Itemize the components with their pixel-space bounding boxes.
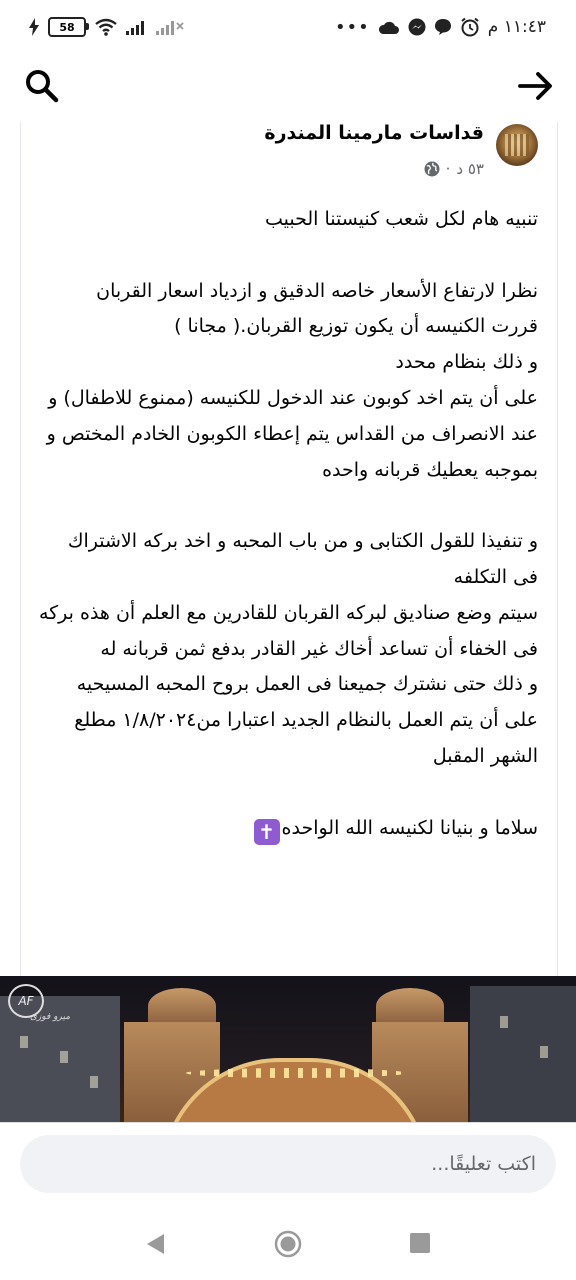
page-name[interactable]: قداسات مارمينا المندرة <box>264 122 484 144</box>
chat-bubble-icon <box>434 18 452 36</box>
back-arrow-icon <box>516 66 556 106</box>
nav-back-icon[interactable] <box>144 1232 166 1256</box>
photo-window <box>90 1076 98 1088</box>
page-avatar[interactable] <box>496 124 538 166</box>
back-button[interactable] <box>516 66 556 106</box>
charging-bolt-icon <box>28 18 40 36</box>
system-nav-bar <box>0 1210 576 1280</box>
signal-icon <box>126 19 148 35</box>
comment-input[interactable] <box>20 1135 556 1193</box>
cross-emoji-icon: ✝ <box>254 819 280 845</box>
status-left <box>28 14 184 40</box>
post-photo[interactable] <box>0 976 576 1122</box>
globe-icon <box>424 161 440 177</box>
search-button[interactable] <box>22 66 62 106</box>
photo-window <box>60 1051 68 1063</box>
search-icon <box>22 66 62 106</box>
meta-separator: · <box>445 160 451 178</box>
clock-icon <box>460 17 480 37</box>
photo-dome-right <box>376 988 444 1024</box>
post-time[interactable]: ٥٣ د <box>456 160 484 178</box>
battery-level: 58 <box>59 20 75 34</box>
photo-building-right <box>470 986 576 1122</box>
photo-window <box>540 1046 548 1058</box>
photo-lights <box>186 1068 406 1078</box>
post-body-text: تنبيه هام لكل شعب كنيستنا الحبيب نظرا لارتفاع الأسعار خاصه الدقيق و ازدياد اسعار القربان قررت الكنيسه أن يكون توزيع القربان.( مجانا ) و ذلك بنظام محدد على أن يتم اخد كوبون عند الدخول للكنيسه (ممنوع للاطفال) و عند الانصراف من القداس يتم إعطاء الكوبون الخادم المختص و بموجبه يعطيك قربانه واحده و تنفيذا للقول الكتابى و من باب المحبه و اخد بركه الاشتراك فى التكلفه سيتم وضع صناديق لبركه القربان للقادرين مع العلم أن هذه بركه فى الخفاء أن تساعد أخاك غير القادر بدفع ثمن قربانه له و ذلك حتى نشترك جميعنا فى العمل بروح المحبه المسيحيه على أن يتم العمل بالنظام الجديد اعتبارا من١/٨/٢٠٢٤ مطلع الشهر المقبل سلاما و بنيانا لكنيسه الله الواحده <box>38 208 538 839</box>
photo-window <box>500 1016 508 1028</box>
status-right <box>335 14 546 40</box>
cloud-icon <box>378 19 400 35</box>
more-dots-icon: ••• <box>334 16 370 38</box>
top-header <box>0 52 576 122</box>
status-time: ١١:٤٣ م <box>487 17 546 37</box>
watermark-text: AF <box>18 994 34 1008</box>
nav-home-icon[interactable] <box>274 1230 302 1258</box>
photo-dome-left <box>148 988 216 1024</box>
nav-recents-icon[interactable] <box>410 1233 430 1253</box>
wifi-icon <box>94 18 118 36</box>
battery-icon <box>48 17 86 37</box>
photo-window <box>20 1036 28 1048</box>
post-meta <box>424 160 484 178</box>
post-text <box>38 202 538 846</box>
status-bar <box>0 0 576 52</box>
comment-bar <box>0 1122 576 1211</box>
signal-no-service-icon <box>156 19 184 35</box>
messenger-icon <box>408 18 426 36</box>
photo-watermark-sub: ميرو فوزى <box>30 1012 71 1022</box>
